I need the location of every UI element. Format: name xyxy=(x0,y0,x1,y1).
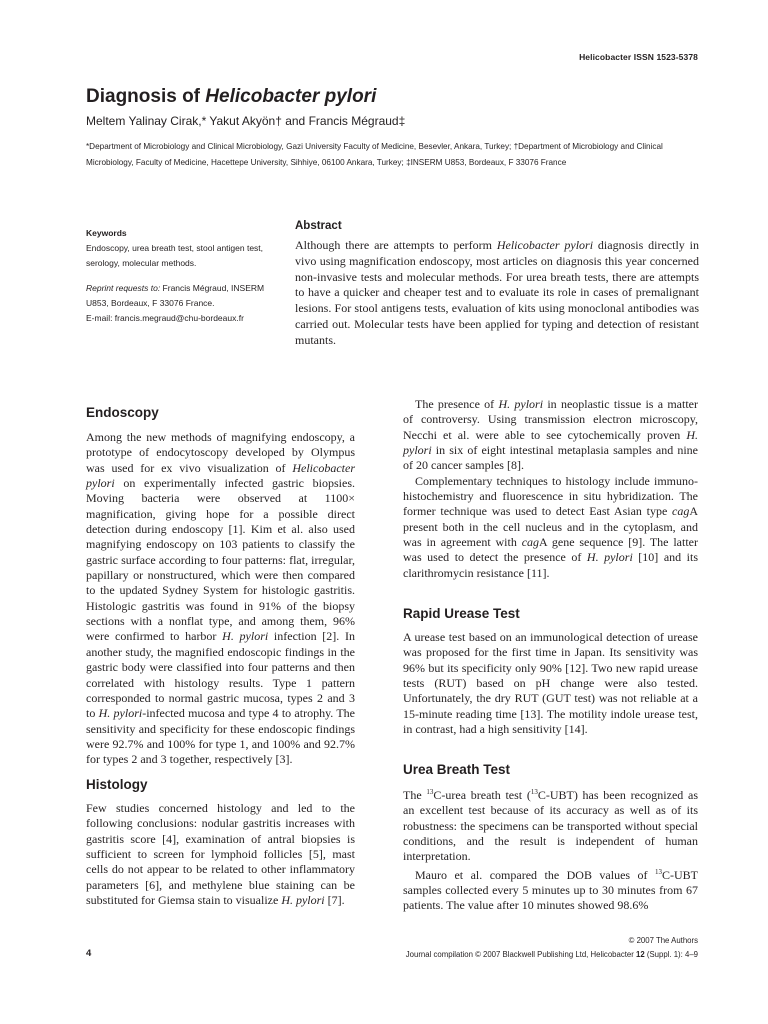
section-heading-histology: Histology xyxy=(86,777,148,792)
page-number: 4 xyxy=(86,948,92,959)
rapid-urease-paragraph: A urease test based on an immunological detection of urease was proposed for the first time in Japan. Its sensitivity was 96% but its specificity only 90% [12]. Two new rapid urease tests (RUT) based on pH change were also tested. Unfortunately, the dry RUT (GUT test) was not reliable at a 15-minute reading time [13]. The motility indole urease test, in contrast, had a high sensitivity [14]. xyxy=(403,630,698,737)
affiliations: *Department of Microbiology and Clinical Microbiology, Gazi University Faculty of Medicine, Besevler, Ankara, Turkey; †Department of Microbiology and Clinical Microbiology, Faculty of Medicine, Hacettepe University, Sihhiye, 06100 Ankara, Turkey; ‡INSERM U853, Bordeaux, F 33076 France xyxy=(86,142,663,167)
neoplastic-paragraphs: The presence of H. pylori in neoplastic tissue is a matter of controversy. Using transmission electron microscopy, Necchi et al. were able to see cytochemically proven H. pylori in six of eight intestinal metaplasia samples and nine of 20 cancer samples [8]. Complementary techniques to histology include immuno-histochemistry and fluorescence in situ hybridization. The former technique was used to detect East Asian type cagA present both in the cell nucleus and in the cytoplasm, and was in agreement with cagA gene sequence [9]. The latter was used to detect the presence of H. pylori [10] and its clarithromycin resistance [11]. xyxy=(403,397,699,580)
author-list: Meltem Yalinay Cirak,* Yakut Akyön† and Francis Mégraud‡ xyxy=(86,114,406,128)
endoscopy-paragraph: Among the new methods of magnifying endoscopy, a prototype of endocytoscopy developed by Olympus was used for ex vivo visualization of Helicobacter pylori on experimentally infected gastric biopsies. Moving bacteria were observed at 1100× magnification, giving hope for a possible direct detection during endoscopy [1]. Kim et al. also used magnifying endoscopy on 103 patients to classify the gastric surface according to four patterns: flat, irregular, papillary or nonstructured, which were then compared to the updated Sydney System for histologic gastritis. Histologic gastritis was found in 91% of the biopsy sections with a nonflat type, and among them, 96% were confirmed to harbor H. pylori infection [2]. In another study, the magnified endoscopic findings in the gastric body were classified into four patterns and then correlated with histology results. Type 1 pattern corresponded to normal gastric mucosa, types 2 and 3 to H. pylori-infected mucosa and type 4 to atrophy. The sensitivity and specificity for these endoscopic findings were 92.7% and 100% for type 1, and 100% and 92.7% for types 2 and 3 together, respectively [3]. xyxy=(86,430,355,767)
keywords-text: Endoscopy, urea breath test, stool antigen test, serology, molecular methods. xyxy=(86,243,264,269)
keywords-heading: Keywords xyxy=(86,228,127,238)
contact-email[interactable]: E-mail: francis.megraud@chu-bordeaux.fr xyxy=(86,313,244,324)
reprint-requests: Reprint requests to: Francis Mégraud, INSERM U853, Bordeaux, F 33076 France. E-mail: francis.megraud@chu-bordeaux.fr xyxy=(86,283,265,324)
footer-copyright: © 2007 The Authors xyxy=(628,936,698,945)
section-heading-urea-breath: Urea Breath Test xyxy=(403,762,511,777)
section-heading-endoscopy: Endoscopy xyxy=(86,405,159,420)
article-title: Diagnosis of Helicobacter pylori xyxy=(86,86,377,107)
histology-paragraph: Few studies concerned histology and led to the following conclusions: nodular gastritis increases with gastritis score [4], examination of antral biopsies is sufficient to screen for lymphoid follicles [5], mast cells do not appear to be related to other inflammatory parameters [6], and methylene blue staining can be substituted for Giemsa stain to visualize H. pylori [7]. xyxy=(86,801,355,908)
abstract-heading: Abstract xyxy=(295,220,342,232)
footer-journal-compilation: Journal compilation © 2007 Blackwell Publishing Ltd, Helicobacter 12 (Suppl. 1): 4–9 xyxy=(405,950,698,959)
urea-breath-paragraphs: The $^{13}$C-urea breath test ($^{13}$C-UBT) has been recognized as an excellent test because of its accuracy as well as of its robustness: the specimens can be transported without special conditions, and the result is independent of human interpretation. Mauro et al. compared the DOB values of $^{13}$C-UBT samples collected every 5 minutes up to 30 minutes from 67 patients. The value after 10 minutes showed 98.6% xyxy=(403,788,699,913)
abstract-text: Although there are attempts to perform Helicobacter pylori diagnosis directly in vivo using magnification endoscopy, most articles on diagnosis this year concerned non-invasive tests and molecular methods. For urea breath tests, there are attempts to have a quicker and cheaper test and to evaluate its role in cases of premalignant lesions. For stool antigens tests, evaluation of kits using monoclonal antibodies was carried out. Molecular tests have been applied for typing and detection of resistant mutants. xyxy=(295,238,699,347)
section-heading-rapid-urease: Rapid Urease Test xyxy=(403,606,520,621)
journal-issn: Helicobacter ISSN 1523-5378 xyxy=(579,52,698,62)
